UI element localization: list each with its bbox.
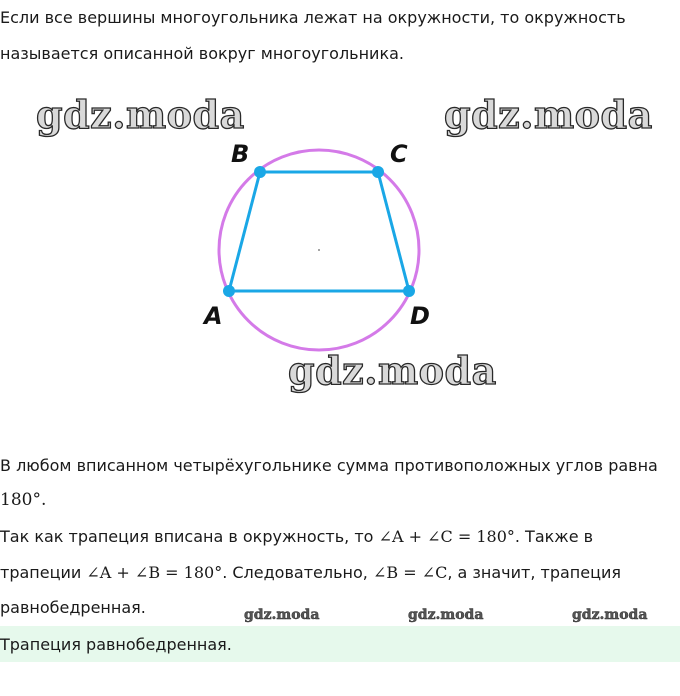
- intro-line-2: называется описанной вокруг многоугольника.: [0, 44, 405, 63]
- label-d: D: [410, 302, 430, 330]
- watermark-top-right: gdz.moda: [444, 92, 653, 137]
- p2-math: ∠A + ∠C = 180°: [378, 527, 515, 546]
- p2-tail: . Также в: [514, 527, 594, 546]
- label-b: B: [231, 140, 250, 168]
- label-a: A: [204, 302, 223, 330]
- vertex-d: [403, 285, 415, 297]
- p2-text: Так как трапеция вписана в окружность, то: [0, 527, 374, 546]
- p3-math-2: ∠B = ∠C: [372, 563, 448, 582]
- vertex-b: [254, 166, 266, 178]
- explanation-line-2: [0, 527, 593, 547]
- watermark-small-1: gdz.moda: [244, 607, 320, 623]
- watermark-small-2: gdz.moda: [408, 607, 484, 623]
- explanation-value-180: 180°.: [0, 490, 47, 510]
- p3-math-1: ∠A + ∠B = 180°: [86, 563, 223, 582]
- intro-line-1: Если все вершины многоугольника лежат на окружности, то окружность: [0, 8, 626, 27]
- vertex-c: [372, 166, 384, 178]
- circle-center-dot: [318, 249, 320, 251]
- p3-tail: , а значит, трапеция: [447, 563, 622, 582]
- label-c: C: [390, 140, 408, 168]
- explanation-line-3: [0, 563, 621, 583]
- watermark-small-3: gdz.moda: [572, 607, 648, 623]
- p3-prefix: трапеции: [0, 563, 82, 582]
- watermark-top-left: gdz.moda: [36, 92, 245, 137]
- p3-mid: . Следовательно,: [222, 563, 368, 582]
- trapezoid: [229, 172, 409, 291]
- vertex-a: [223, 285, 235, 297]
- answer-box: [0, 626, 680, 662]
- explanation-line-4: равнобедренная.: [0, 598, 146, 617]
- watermark-bottom: gdz.moda: [288, 348, 497, 393]
- explanation-line-1: В любом вписанном четырёхугольнике сумма противоположных углов равна: [0, 456, 658, 475]
- answer-text: Трапеция равнобедренная.: [0, 635, 232, 654]
